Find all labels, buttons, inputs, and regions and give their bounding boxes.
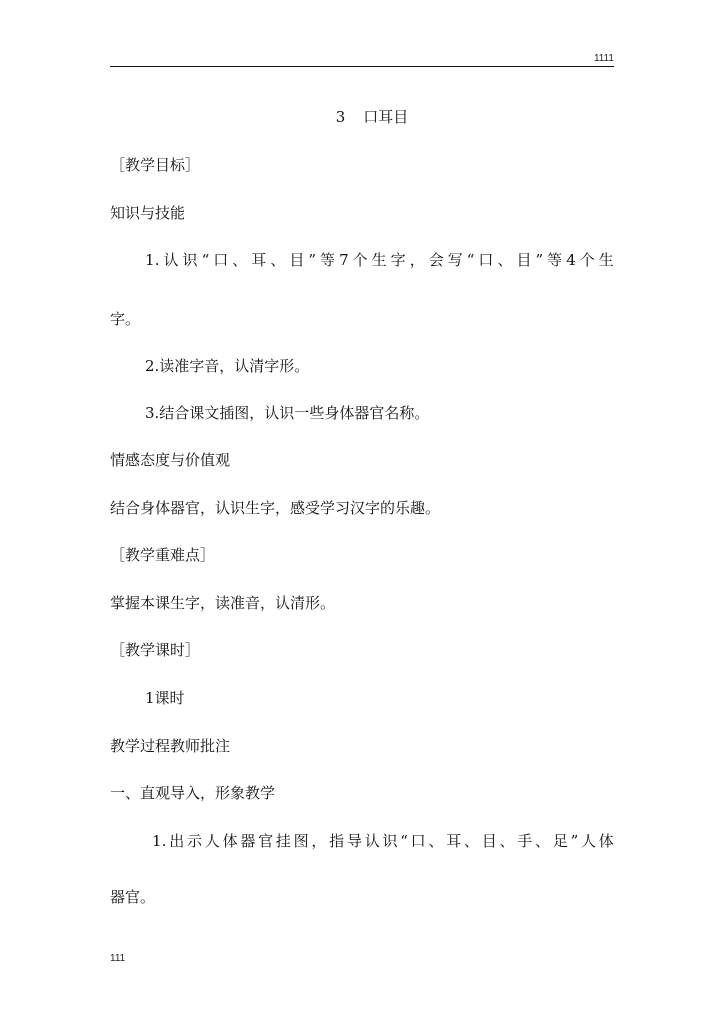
goal-2: 2.读准字音，认清字形。 <box>145 357 310 375</box>
lesson-title <box>0 106 724 127</box>
key-points-heading: ［教学重难点］ <box>110 546 216 564</box>
class-hours-text: 1课时 <box>145 689 185 707</box>
process-heading: 教学过程教师批注 <box>110 737 231 755</box>
key-points-text: 掌握本课生字，读准音，认清形。 <box>110 594 336 612</box>
header-page-number: 1111 <box>593 53 614 64</box>
goal-1-line-2: 字。 <box>110 310 141 328</box>
lesson-title-text: 口耳目 <box>363 108 409 126</box>
header-rule <box>110 66 614 67</box>
knowledge-skills-heading: 知识与技能 <box>110 204 186 222</box>
step-1-item-line-1: 1.出示人体器官挂图，指导认识“口、耳、目、手、足”人体 <box>152 832 614 850</box>
teaching-goals-heading: ［教学目标］ <box>110 156 201 174</box>
goal-3: 3.结合课文插图，认识一些身体器官名称。 <box>145 404 430 422</box>
lesson-number: 3 <box>335 108 346 126</box>
emotion-values-text: 结合身体器官，认识生字，感受学习汉字的乐趣。 <box>110 499 441 517</box>
footer-page-number: 111 <box>110 953 126 964</box>
goal-1-line-1: 1.认识“口、耳、目”等7个生字，会写“口、目”等4个生 <box>145 251 614 269</box>
step-1-heading: 一、直观导入，形象教学 <box>110 784 276 802</box>
emotion-values-heading: 情感态度与价值观 <box>110 451 231 469</box>
class-hours-heading: ［教学课时］ <box>110 641 201 659</box>
step-1-item-line-2: 器官。 <box>110 888 156 906</box>
